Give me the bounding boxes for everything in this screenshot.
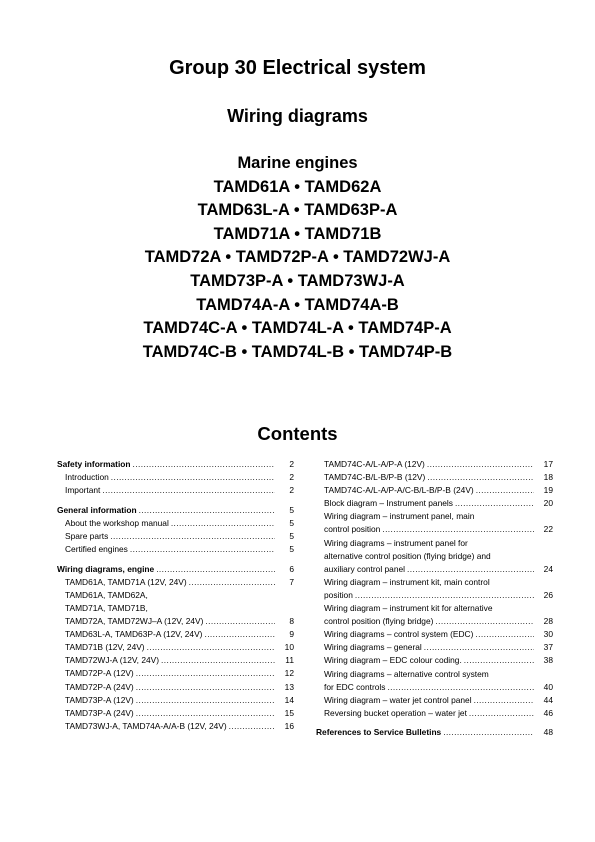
toc-section[interactable]	[57, 458, 294, 471]
toc-page-number: 19	[543, 485, 553, 496]
toc-dot-leader	[427, 458, 534, 471]
toc-entry-text: Reversing bucket operation – water jet	[324, 707, 467, 718]
toc-entry[interactable]	[316, 694, 553, 707]
toc-page-number: 5	[289, 517, 294, 528]
toc-entry-text: control position	[324, 524, 381, 535]
toc-page-number: 8	[289, 616, 294, 627]
toc-entry-text: TAMD74C-A/L-A/P-A (12V)	[324, 459, 425, 469]
toc-entry-text: Important	[65, 485, 101, 496]
toc-entry-text-line: Wiring diagram – instrument panel, main	[324, 511, 475, 522]
toc-entry-text: TAMD74C-A/L-A/P-A/C-B/L-B/P-B (24V)	[324, 485, 474, 496]
engine-models-line: TAMD74A-A • TAMD74A-B	[196, 295, 399, 314]
engine-models-line: TAMD72A • TAMD72P-A • TAMD72WJ-A	[144, 248, 451, 267]
toc-dot-leader	[474, 694, 534, 707]
toc-dot-leader	[464, 654, 534, 667]
toc-page-number: 40	[543, 681, 553, 692]
toc-entry[interactable]	[57, 576, 294, 589]
toc-page-number: 48	[543, 727, 553, 738]
toc-dot-leader	[455, 497, 534, 510]
toc-dot-leader	[189, 576, 275, 589]
toc-dot-leader	[382, 523, 534, 536]
toc-dot-leader	[130, 543, 275, 556]
toc-dot-leader	[407, 563, 534, 576]
toc-entry-text: TAMD61A, TAMD71A (12V, 24V)	[65, 576, 187, 587]
contents-column-left	[57, 458, 294, 733]
toc-entry-text: Safety information	[57, 459, 131, 469]
toc-entry-text: Wiring diagrams, engine	[57, 563, 155, 574]
toc-entry-text: TAMD73P-A (24V)	[65, 707, 134, 718]
toc-entry-text: Wiring diagram – EDC colour coding.	[324, 655, 462, 666]
engine-models-line: TAMD74C-B • TAMD74L-B • TAMD74P-B	[142, 342, 453, 361]
toc-page-number: 14	[284, 694, 294, 705]
toc-entry[interactable]	[316, 497, 553, 510]
toc-page-number: 11	[285, 655, 294, 666]
toc-dot-leader	[136, 694, 275, 707]
toc-page-number: 2	[289, 472, 294, 483]
toc-dot-leader	[111, 471, 275, 484]
toc-dot-leader	[139, 504, 275, 517]
toc-page-number: 20	[543, 498, 553, 509]
toc-dot-leader	[110, 530, 275, 543]
toc-dot-leader	[136, 707, 275, 720]
toc-page-number: 37	[543, 642, 553, 653]
toc-dot-leader	[355, 589, 534, 602]
toc-entry[interactable]	[57, 543, 294, 556]
toc-entry-text-line: Wiring diagrams – alternative control system	[324, 668, 489, 679]
engine-models-line: TAMD74C-A • TAMD74L-A • TAMD74P-A	[143, 319, 452, 338]
toc-entry[interactable]	[57, 654, 294, 667]
toc-entry[interactable]	[57, 667, 294, 680]
toc-page-number: 15	[284, 707, 294, 718]
toc-entry-text: TAMD73P-A (12V)	[65, 694, 134, 705]
toc-page-number: 46	[543, 707, 553, 718]
toc-entry[interactable]	[57, 628, 294, 641]
toc-section[interactable]	[316, 726, 553, 739]
toc-entry[interactable]	[57, 720, 294, 733]
toc-entry[interactable]	[316, 641, 553, 654]
toc-entry-text: auxiliary control panel	[324, 563, 406, 574]
toc-entry-text-line: TAMD71A, TAMD71B,	[65, 602, 148, 613]
toc-dot-leader	[427, 471, 534, 484]
engine-list	[0, 152, 595, 364]
toc-page-number: 9	[289, 629, 294, 640]
toc-dot-leader	[443, 726, 534, 739]
toc-dot-leader	[102, 484, 275, 497]
toc-dot-leader	[204, 628, 275, 641]
toc-entry-text: TAMD72WJ-A (12V, 24V)	[65, 655, 160, 666]
toc-page-number: 30	[543, 629, 553, 640]
toc-page-number: 24	[543, 563, 553, 574]
toc-entry[interactable]	[316, 458, 553, 471]
engine-models-line: TAMD63L-A • TAMD63P-A	[197, 201, 398, 220]
toc-page-number: 6	[289, 563, 294, 574]
toc-entry-text: Wiring diagrams – general	[324, 642, 422, 653]
toc-entry[interactable]	[316, 484, 553, 497]
toc-dot-leader	[147, 641, 275, 654]
toc-entry-text: Block diagram – Instrument panels	[324, 498, 453, 509]
toc-entry[interactable]	[316, 654, 553, 667]
toc-entry[interactable]	[316, 537, 553, 576]
engines-heading: Marine engines	[237, 154, 358, 172]
toc-page-number: 2	[289, 459, 294, 469]
toc-entry[interactable]	[316, 576, 553, 602]
subtitle: Wiring diagrams	[227, 106, 368, 126]
toc-page-number: 16	[284, 720, 294, 731]
toc-page-number: 17	[543, 459, 553, 469]
toc-entry-text: Wiring diagrams – control system (EDC)	[324, 629, 474, 640]
toc-entry-text-line: alternative control position (flying bridge) and	[324, 550, 491, 561]
toc-entry-text: TAMD71B (12V, 24V)	[65, 642, 145, 653]
toc-entry[interactable]	[57, 471, 294, 484]
toc-entry[interactable]	[57, 589, 294, 628]
toc-dot-leader	[136, 681, 275, 694]
toc-entry-text: TAMD72A, TAMD72WJ–A (12V, 24V)	[65, 616, 204, 627]
toc-entry-text: Spare parts	[65, 530, 109, 541]
toc-page-number: 5	[289, 530, 294, 541]
toc-dot-leader	[435, 615, 534, 628]
toc-entry[interactable]	[57, 681, 294, 694]
toc-entry-text: position	[324, 589, 353, 600]
toc-entry-text: TAMD73WJ-A, TAMD74A-A/A-B (12V, 24V)	[65, 720, 227, 731]
toc-entry[interactable]	[57, 517, 294, 530]
toc-dot-leader	[156, 563, 275, 576]
toc-entry-text: TAMD63L-A, TAMD63P-A (12V, 24V)	[65, 629, 203, 640]
toc-dot-leader	[469, 707, 534, 720]
toc-dot-leader	[424, 641, 534, 654]
toc-entry-text-line: Wiring diagram – instrument kit, main control	[324, 576, 490, 587]
toc-entry-text: for EDC controls	[324, 681, 386, 692]
toc-page-number: 18	[543, 472, 553, 483]
toc-dot-leader	[133, 458, 275, 471]
toc-entry-text: About the workshop manual	[65, 517, 169, 528]
toc-entry[interactable]	[316, 602, 553, 628]
toc-entry[interactable]	[316, 707, 553, 720]
toc-entry-text-line: Wiring diagrams – instrument panel for	[324, 537, 468, 548]
toc-dot-leader	[476, 484, 534, 497]
toc-page-number: 10	[284, 642, 294, 653]
toc-page-number: 5	[289, 544, 294, 555]
toc-entry-text: Introduction	[65, 472, 109, 483]
toc-entry-text: control position (flying bridge)	[324, 616, 434, 627]
toc-entry-text: General information	[57, 504, 137, 515]
contents-column-right	[316, 458, 553, 739]
toc-page-number: 2	[289, 485, 294, 496]
toc-page-number: 12	[284, 668, 294, 679]
toc-page-number: 26	[543, 589, 553, 600]
toc-dot-leader	[161, 654, 275, 667]
toc-page-number: 38	[543, 655, 553, 666]
toc-entry-text-line: Wiring diagram – instrument kit for alternative	[324, 603, 493, 614]
toc-page-number: 28	[543, 616, 553, 627]
toc-dot-leader	[205, 615, 275, 628]
toc-entry-text: Wiring diagram – water jet control panel	[324, 694, 472, 705]
engine-models-line: TAMD61A • TAMD62A	[213, 177, 382, 196]
toc-entry[interactable]	[57, 641, 294, 654]
toc-entry-text: Certified engines	[65, 544, 128, 555]
toc-page-number: 7	[289, 576, 294, 587]
toc-entry-text: TAMD74C-B/L-B/P-B (12V)	[324, 472, 426, 483]
group-title: Group 30 Electrical system	[169, 57, 426, 79]
contents-heading: Contents	[257, 423, 338, 444]
toc-page-number: 13	[284, 681, 294, 692]
toc-dot-leader	[171, 517, 275, 530]
toc-entry[interactable]	[57, 707, 294, 720]
toc-page-number: 44	[543, 694, 553, 705]
toc-entry-text: TAMD72P-A (24V)	[65, 681, 134, 692]
toc-entry[interactable]	[316, 510, 553, 536]
toc-page-number: 22	[543, 524, 553, 535]
toc-entry[interactable]	[316, 668, 553, 694]
engine-models-line: TAMD73P-A • TAMD73WJ-A	[190, 271, 405, 290]
toc-entry[interactable]	[57, 484, 294, 497]
toc-section[interactable]	[57, 504, 294, 517]
engine-models-line: TAMD71A • TAMD71B	[213, 224, 382, 243]
toc-dot-leader	[229, 720, 275, 733]
toc-entry-text: TAMD72P-A (12V)	[65, 668, 134, 679]
toc-entry[interactable]	[316, 628, 553, 641]
toc-entry[interactable]	[57, 530, 294, 543]
toc-entry[interactable]	[57, 694, 294, 707]
toc-entry-text-line: TAMD61A, TAMD62A,	[65, 589, 148, 600]
toc-dot-leader	[136, 667, 275, 680]
toc-entry[interactable]	[316, 471, 553, 484]
toc-entry-text: References to Service Bulletins	[316, 727, 442, 738]
toc-section[interactable]	[57, 563, 294, 576]
toc-dot-leader	[387, 681, 534, 694]
toc-dot-leader	[475, 628, 534, 641]
toc-page-number: 5	[289, 504, 294, 515]
